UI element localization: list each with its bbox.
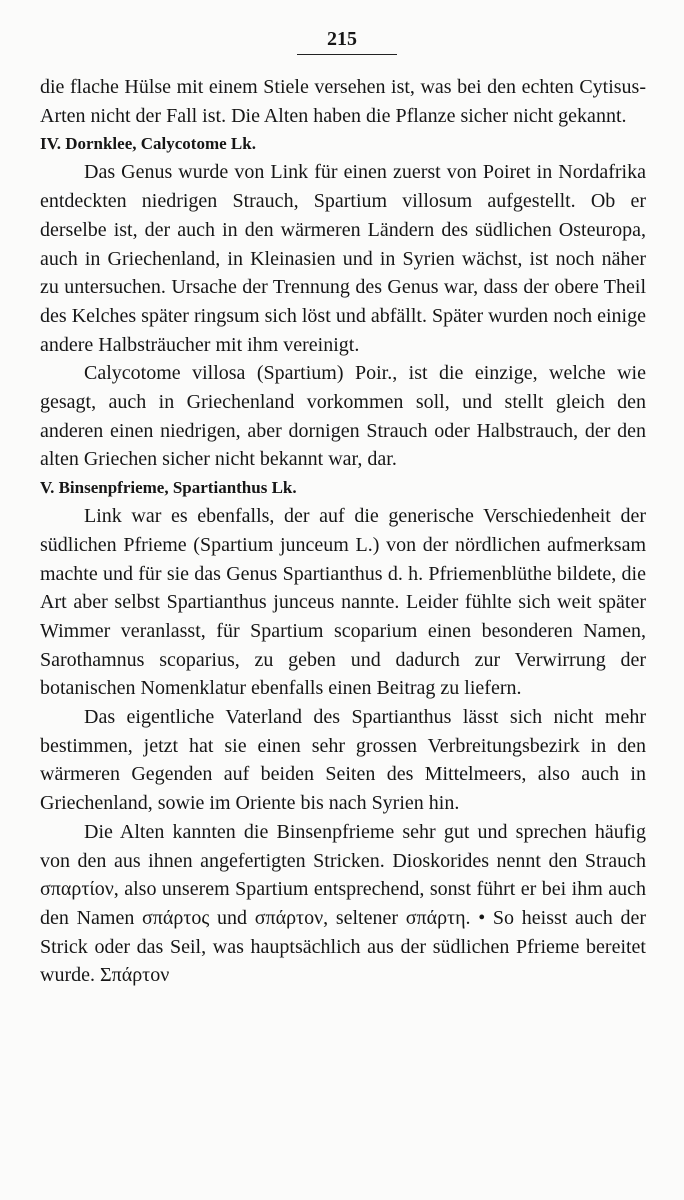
paragraph: Link war es ebenfalls, der auf die generische Verschiedenheit der südlichen Pfrieme (Spartium junceum L.) von der nördlichen aufmerksam machte und für sie das Genus Spartianthus d. h. Pfriemenblüthe bildete, die Art aber selbst Spartianthus junceus nannte. Leider fühlte sich weit später Wimmer veranlasst, für Spartium scoparium einen besonderen Namen, Sarothamnus scoparius, zu geben und dadurch zur Verwirrung der botanischen Nomenklatur ebenfalls einen Beitrag zu liefern. xyxy=(40,505,646,700)
page-number: 215 xyxy=(327,28,357,50)
section-heading-iv: IV. Dornklee, Calycotome Lk. xyxy=(40,134,256,154)
paragraph: Die Alten kannten die Binsenpfrieme sehr gut und sprechen häufig von den aus ihnen angefertigten Stricken. Dioskorides nennt den Strauch σπαρτίον, also unserem Spartium entsprechend, sonst führt er bei ihm auch den Namen σπάρτος und σπάρτον, seltener σπάρτη. • So heisst auch der Strick oder das Seil, was hauptsächlich aus der südlichen Pfrieme bereitet wurde. Σπάρτον xyxy=(40,820,646,987)
section-heading-v: V. Binsenpfrieme, Spartianthus Lk. xyxy=(40,478,297,498)
paragraph-continuation: die flache Hülse mit einem Stiele versehen ist, was bei den echten Cytisus-Arten nicht der Fall ist. Die Alten haben die Pflanze sicher nicht gekannt. xyxy=(40,76,646,127)
page-number-rule xyxy=(297,54,397,55)
paragraph: Calycotome villosa (Spartium) Poir., ist die einzige, welche wie gesagt, auch in Griechenland vorkommen soll, und stellt gleich den anderen einen niedrigen, aber dornigen Strauch oder Halbstrauch, der den alten Griechen sicher nicht bekannt war, dar. xyxy=(40,362,646,471)
page-body xyxy=(40,73,646,990)
paragraph: Das eigentliche Vaterland des Spartianthus lässt sich nicht mehr bestimmen, jetzt hat sie einen sehr grossen Verbreitungsbezirk in den wärmeren Gegenden auf beiden Seiten des Mittelmeers, also auch in Griechenland, sowie im Oriente bis nach Syrien hin. xyxy=(40,706,646,815)
paragraph: Das Genus wurde von Link für einen zuerst von Poiret in Nordafrika entdeckten niedrigen Strauch, Spartium villosum aufgestellt. Ob er derselbe ist, der auch in den wärmeren Ländern des südlichen Osteuropa, auch in Griechenland, in Kleinasien und in Syrien wächst, ist noch näher zu untersuchen. Ursache der Trennung des Genus war, dass der obere Theil des Kelches später ringsum sich löst und abfällt. Später wurden noch einige andere Halbsträucher mit ihm vereinigt. xyxy=(40,161,646,356)
